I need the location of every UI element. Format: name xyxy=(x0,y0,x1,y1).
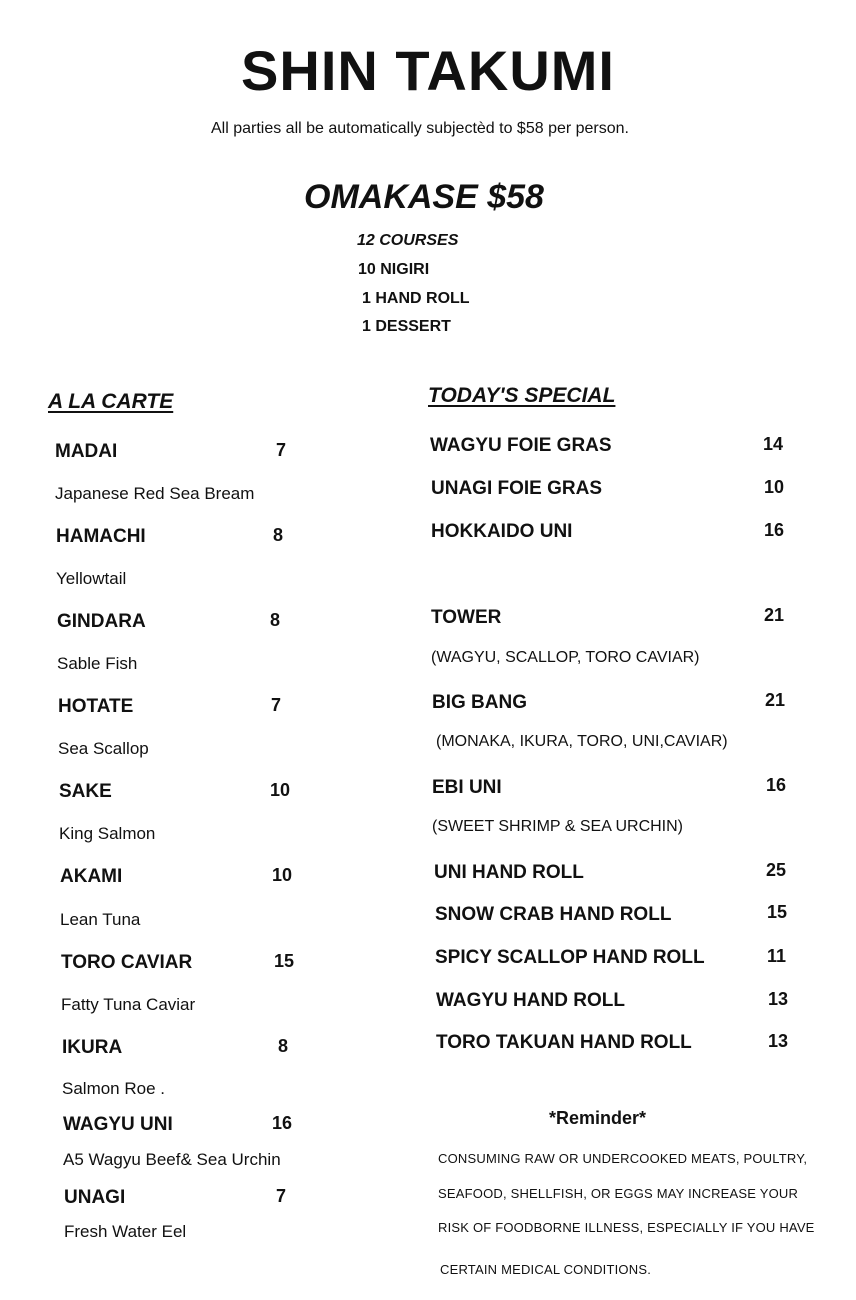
a-la-carte-heading: A LA CARTE xyxy=(48,390,174,413)
menu-item-description: Fresh Water Eel xyxy=(64,1222,187,1241)
special-item-name: UNAGI FOIE GRAS xyxy=(431,478,603,499)
reminder-line: SEAFOOD, SHELLFISH, OR EGGS MAY INCREASE YOUR xyxy=(438,1186,799,1201)
special-item-description: (WAGYU, SCALLOP, TORO CAVIAR) xyxy=(431,649,700,666)
special-item-price: 14 xyxy=(763,434,784,454)
special-item-name: TORO TAKUAN HAND ROLL xyxy=(436,1032,692,1053)
special-item-name: UNI HAND ROLL xyxy=(434,862,584,883)
special-item-description: (SWEET SHRIMP & SEA URCHIN) xyxy=(432,818,683,835)
special-item-price: 25 xyxy=(766,860,787,880)
omakase-dessert: 1 DESSERT xyxy=(362,318,451,335)
special-item-name: TOWER xyxy=(431,607,502,628)
special-item-price: 11 xyxy=(767,946,787,966)
menu-item-name: UNAGI xyxy=(64,1187,126,1208)
menu-item-description: A5 Wagyu Beef& Sea Urchin xyxy=(63,1150,281,1169)
menu-item-price: 10 xyxy=(272,865,293,885)
menu-item-price: 7 xyxy=(276,440,287,460)
special-item-description: (MONAKA, IKURA, TORO, UNI,CAVIAR) xyxy=(436,733,728,750)
menu-item-description: Fatty Tuna Caviar xyxy=(61,995,196,1014)
menu-item-description: Sable Fish xyxy=(57,654,138,673)
reminder-heading: *Reminder* xyxy=(549,1108,647,1128)
menu-item-price: 8 xyxy=(273,525,284,545)
todays-special-heading: TODAY'S SPECIAL xyxy=(428,384,616,407)
menu-item-price: 10 xyxy=(270,780,291,800)
service-charge-notice: All parties all be automatically subjectèd to $58 per person. xyxy=(210,120,629,137)
menu-item-price: 7 xyxy=(271,695,282,715)
special-item-price: 21 xyxy=(765,690,786,710)
omakase-hand-roll: 1 HAND ROLL xyxy=(362,290,470,307)
menu-item-name: HOTATE xyxy=(58,696,134,717)
omakase-nigiri: 10 NIGIRI xyxy=(358,261,430,278)
menu-item-price: 8 xyxy=(278,1036,289,1056)
omakase-courses: 12 COURSES xyxy=(357,232,459,249)
menu-item-name: MADAI xyxy=(55,441,118,462)
menu-item-name: AKAMI xyxy=(60,866,123,887)
menu-item-name: SAKE xyxy=(59,781,112,802)
special-item-name: SNOW CRAB HAND ROLL xyxy=(435,904,672,925)
menu-item-description: Japanese Red Sea Bream xyxy=(55,484,255,503)
menu-item-name: GINDARA xyxy=(57,611,146,632)
reminder-line: CERTAIN MEDICAL CONDITIONS. xyxy=(440,1262,652,1277)
menu-item-description: Yellowtail xyxy=(56,569,127,588)
menu-item-description: King Salmon xyxy=(59,824,156,843)
menu-item-description: Sea Scallop xyxy=(58,739,149,758)
special-item-price: 13 xyxy=(768,1031,789,1051)
menu-item-name: IKURA xyxy=(62,1037,123,1058)
menu-item-name: WAGYU UNI xyxy=(63,1114,173,1135)
special-item-price: 16 xyxy=(766,775,787,795)
special-item-name: SPICY SCALLOP HAND ROLL xyxy=(435,947,705,968)
menu-item-price: 7 xyxy=(276,1186,287,1206)
menu-item-description: Lean Tuna xyxy=(60,910,141,929)
menu-item-price: 8 xyxy=(270,610,281,630)
special-item-price: 16 xyxy=(764,520,785,540)
menu-item-description: Salmon Roe . xyxy=(62,1079,165,1098)
special-item-price: 10 xyxy=(764,477,785,497)
menu-item-price: 15 xyxy=(274,951,295,971)
special-item-price: 21 xyxy=(764,605,785,625)
special-item-price: 15 xyxy=(767,902,788,922)
special-item-name: WAGYU HAND ROLL xyxy=(436,990,625,1011)
restaurant-title: SHIN TAKUMI xyxy=(241,39,615,102)
special-item-name: BIG BANG xyxy=(432,692,527,713)
omakase-title: OMAKASE $58 xyxy=(304,178,544,216)
special-item-name: EBI UNI xyxy=(432,777,502,798)
menu-item-price: 16 xyxy=(272,1113,293,1133)
reminder-line: CONSUMING RAW OR UNDERCOOKED MEATS, POULTRY, xyxy=(438,1151,808,1166)
menu-item-name: HAMACHI xyxy=(56,526,146,547)
special-item-price: 13 xyxy=(768,989,789,1009)
reminder-line: RISK OF FOODBORNE ILLNESS, ESPECIALLY IF YOU HAVE xyxy=(438,1220,815,1235)
menu-item-name: TORO CAVIAR xyxy=(61,952,193,973)
special-item-name: HOKKAIDO UNI xyxy=(431,521,573,542)
special-item-name: WAGYU FOIE GRAS xyxy=(430,435,612,456)
